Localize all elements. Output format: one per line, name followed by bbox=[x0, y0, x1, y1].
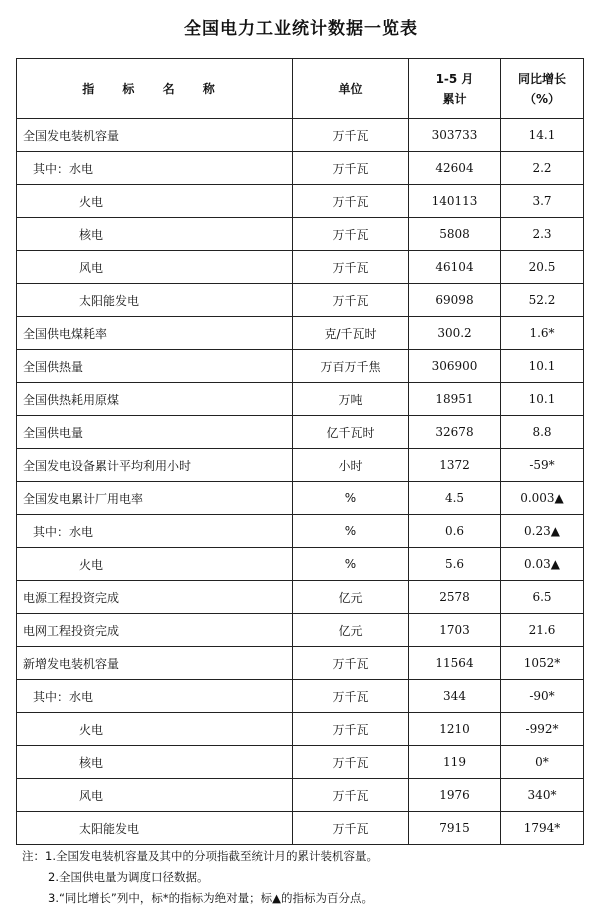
table-row bbox=[17, 218, 584, 251]
indicator-unit: 万千瓦 bbox=[293, 713, 409, 746]
header-unit: 单位 bbox=[293, 59, 409, 119]
table-row bbox=[17, 284, 584, 317]
indicator-value: 5.6 bbox=[409, 548, 501, 581]
indicator-value: 5808 bbox=[409, 218, 501, 251]
indicator-value: 1210 bbox=[409, 713, 501, 746]
indicator-name: 电源工程投资完成 bbox=[17, 581, 293, 614]
indicator-value: 119 bbox=[409, 746, 501, 779]
indicator-yoy: 0.003▲ bbox=[501, 482, 584, 515]
indicator-name: 太阳能发电 bbox=[17, 284, 293, 317]
indicator-unit: 万千瓦 bbox=[293, 779, 409, 812]
indicator-value: 2578 bbox=[409, 581, 501, 614]
indicator-value: 4.5 bbox=[409, 482, 501, 515]
table-row bbox=[17, 416, 584, 449]
table-row bbox=[17, 449, 584, 482]
indicator-value: 344 bbox=[409, 680, 501, 713]
indicator-unit: 万千瓦 bbox=[293, 185, 409, 218]
table-row bbox=[17, 647, 584, 680]
header-value-line2: 累计 bbox=[442, 91, 467, 106]
indicator-unit: 万千瓦 bbox=[293, 218, 409, 251]
footnotes bbox=[22, 846, 592, 909]
indicator-name: 太阳能发电 bbox=[17, 812, 293, 845]
indicator-yoy: 52.2 bbox=[501, 284, 584, 317]
indicator-value: 140113 bbox=[409, 185, 501, 218]
indicator-value: 32678 bbox=[409, 416, 501, 449]
indicator-name: 全国供热耗用原煤 bbox=[17, 383, 293, 416]
header-yoy-line2: （%） bbox=[523, 91, 561, 106]
indicator-unit: 万千瓦 bbox=[293, 647, 409, 680]
indicator-name: 风电 bbox=[17, 779, 293, 812]
indicator-name: 核电 bbox=[17, 218, 293, 251]
table-row bbox=[17, 317, 584, 350]
indicator-value: 1703 bbox=[409, 614, 501, 647]
indicator-yoy: 2.3 bbox=[501, 218, 584, 251]
header-name: 指 标 名 称 bbox=[17, 59, 293, 119]
table-row bbox=[17, 548, 584, 581]
table-row bbox=[17, 350, 584, 383]
indicator-unit: % bbox=[293, 482, 409, 515]
indicator-value: 42604 bbox=[409, 152, 501, 185]
indicator-name: 全国发电累计厂用电率 bbox=[17, 482, 293, 515]
footnote-2: 2.全国供电量为调度口径数据。 bbox=[48, 870, 209, 884]
footnote-1: 注：1.全国发电装机容量及其中的分项指截至统计月的累计装机容量。 bbox=[22, 849, 378, 863]
indicator-unit: 万千瓦 bbox=[293, 746, 409, 779]
indicator-yoy: 20.5 bbox=[501, 251, 584, 284]
page-title: 全国电力工业统计数据一览表 bbox=[184, 19, 418, 39]
indicator-value: 7915 bbox=[409, 812, 501, 845]
indicator-unit: 万百万千焦 bbox=[293, 350, 409, 383]
indicator-yoy: 1052* bbox=[501, 647, 584, 680]
indicator-yoy: 1794* bbox=[501, 812, 584, 845]
indicator-unit: 万千瓦 bbox=[293, 119, 409, 152]
indicator-yoy: 0.23▲ bbox=[501, 515, 584, 548]
table-row bbox=[17, 251, 584, 284]
table-row bbox=[17, 614, 584, 647]
indicator-name: 其中：水电 bbox=[17, 515, 293, 548]
indicator-yoy: -90* bbox=[501, 680, 584, 713]
indicator-name: 全国供电量 bbox=[17, 416, 293, 449]
indicator-unit: 亿元 bbox=[293, 614, 409, 647]
table-row bbox=[17, 812, 584, 845]
indicator-unit: % bbox=[293, 515, 409, 548]
table-row bbox=[17, 680, 584, 713]
table-row bbox=[17, 746, 584, 779]
indicator-yoy: 21.6 bbox=[501, 614, 584, 647]
indicator-yoy: 2.2 bbox=[501, 152, 584, 185]
header-value-line1: 1-5 月 bbox=[435, 71, 474, 86]
header-yoy-line1: 同比增长 bbox=[517, 71, 566, 86]
indicator-name: 其中：水电 bbox=[17, 152, 293, 185]
indicator-name: 核电 bbox=[17, 746, 293, 779]
table-row bbox=[17, 152, 584, 185]
indicator-name: 全国发电设备累计平均利用小时 bbox=[17, 449, 293, 482]
indicator-unit: 万千瓦 bbox=[293, 812, 409, 845]
indicator-unit: 克/千瓦时 bbox=[293, 317, 409, 350]
indicator-name: 火电 bbox=[17, 713, 293, 746]
indicator-yoy: -59* bbox=[501, 449, 584, 482]
indicator-value: 18951 bbox=[409, 383, 501, 416]
table-row bbox=[17, 482, 584, 515]
indicator-value: 11564 bbox=[409, 647, 501, 680]
indicator-name: 全国发电装机容量 bbox=[17, 119, 293, 152]
table-row bbox=[17, 515, 584, 548]
indicator-yoy: 8.8 bbox=[501, 416, 584, 449]
table-row bbox=[17, 581, 584, 614]
indicator-name: 其中：水电 bbox=[17, 680, 293, 713]
indicator-yoy: 6.5 bbox=[501, 581, 584, 614]
table-row bbox=[17, 383, 584, 416]
indicator-unit: 万千瓦 bbox=[293, 284, 409, 317]
indicator-yoy: 3.7 bbox=[501, 185, 584, 218]
table-row bbox=[17, 119, 584, 152]
indicator-name: 新增发电装机容量 bbox=[17, 647, 293, 680]
table-header bbox=[17, 59, 584, 119]
header-yoy bbox=[501, 59, 584, 119]
indicator-yoy: 340* bbox=[501, 779, 584, 812]
indicator-value: 0.6 bbox=[409, 515, 501, 548]
table-row bbox=[17, 185, 584, 218]
indicator-unit: 亿千瓦时 bbox=[293, 416, 409, 449]
indicator-name: 风电 bbox=[17, 251, 293, 284]
indicator-value: 303733 bbox=[409, 119, 501, 152]
indicator-unit: 亿元 bbox=[293, 581, 409, 614]
table-row bbox=[17, 779, 584, 812]
table-body bbox=[17, 119, 584, 845]
header-value bbox=[409, 59, 501, 119]
indicator-value: 306900 bbox=[409, 350, 501, 383]
table-row bbox=[17, 713, 584, 746]
statistics-table bbox=[16, 58, 584, 845]
indicator-name: 火电 bbox=[17, 185, 293, 218]
indicator-yoy: -992* bbox=[501, 713, 584, 746]
indicator-yoy: 14.1 bbox=[501, 119, 584, 152]
indicator-unit: % bbox=[293, 548, 409, 581]
indicator-name: 火电 bbox=[17, 548, 293, 581]
indicator-yoy: 1.6* bbox=[501, 317, 584, 350]
indicator-value: 1372 bbox=[409, 449, 501, 482]
indicator-unit: 小时 bbox=[293, 449, 409, 482]
footnote-3: 3.“同比增长”列中，标*的指标为绝对量；标▲的指标为百分点。 bbox=[48, 891, 373, 905]
indicator-unit: 万千瓦 bbox=[293, 152, 409, 185]
indicator-unit: 万千瓦 bbox=[293, 251, 409, 284]
indicator-unit: 万千瓦 bbox=[293, 680, 409, 713]
indicator-name: 全国供热量 bbox=[17, 350, 293, 383]
indicator-value: 300.2 bbox=[409, 317, 501, 350]
indicator-value: 1976 bbox=[409, 779, 501, 812]
indicator-unit: 万吨 bbox=[293, 383, 409, 416]
indicator-yoy: 0* bbox=[501, 746, 584, 779]
indicator-name: 全国供电煤耗率 bbox=[17, 317, 293, 350]
indicator-value: 69098 bbox=[409, 284, 501, 317]
indicator-yoy: 0.03▲ bbox=[501, 548, 584, 581]
indicator-yoy: 10.1 bbox=[501, 350, 584, 383]
indicator-name: 电网工程投资完成 bbox=[17, 614, 293, 647]
indicator-value: 46104 bbox=[409, 251, 501, 284]
indicator-yoy: 10.1 bbox=[501, 383, 584, 416]
